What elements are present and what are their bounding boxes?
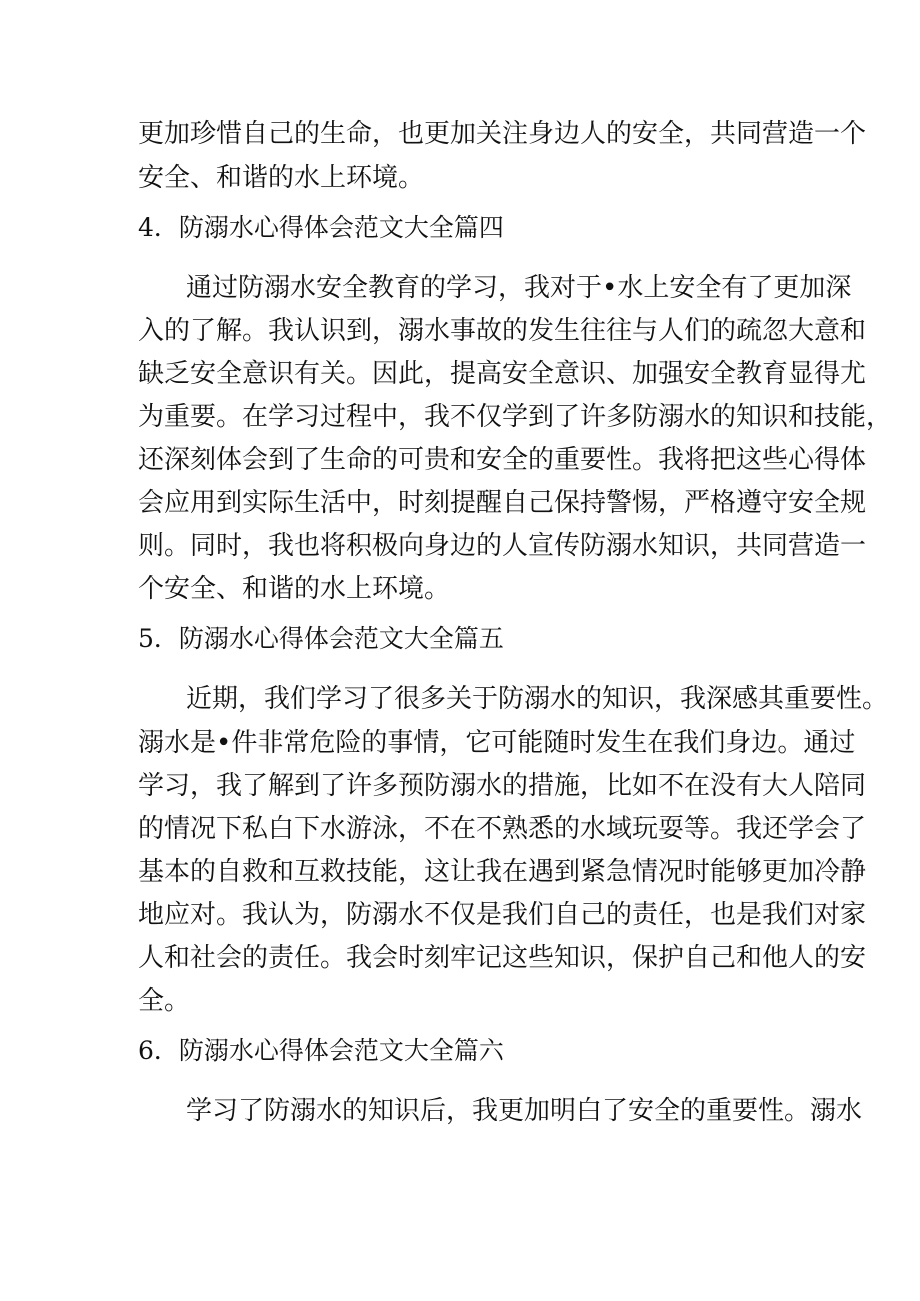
paragraph-line: 个安全、和谐的水上环境。 [138,574,451,604]
paragraph-line: 安全、和谐的水上环境。 [138,163,425,193]
paragraph-line: 通过防溺水安全教育的学习，我对于•水上安全有了更加深 [186,273,852,303]
paragraph-line: 入的了解。我认识到，溺水事故的发生往往与人们的疏忽大意和 [138,316,867,346]
paragraph-line: 会应用到实际生活中，时刻提醒自己保持警惕，严格遵守安全规 [138,488,867,518]
paragraph-line: 学习了防溺水的知识后，我更加明白了安全的重要性。溺水 [186,1096,863,1126]
paragraph-line: 全。 [138,986,191,1016]
paragraph-line: 人和社会的责任。我会时刻牢记这些知识，保护自己和他人的安 [138,943,867,973]
paragraph-line: 缺乏安全意识有关。因此，提高安全意识、加强安全教育显得尤 [138,359,867,389]
section-heading: 6．防溺水心得体会范文大全篇六 [138,1036,504,1065]
paragraph-line: 更加珍惜自己的生命，也更加关注身边人的安全，共同营造一个 [138,119,867,149]
section-heading: 4．防溺水心得体会范文大全篇四 [138,213,504,242]
paragraph-line: 的情况下私白下水游泳，不在不熟悉的水域玩耍等。我还学会了 [138,814,867,844]
paragraph-line: 为重要。在学习过程中，我不仅学到了许多防溺水的知识和技能， [138,402,893,432]
paragraph-line: 地应对。我认为，防溺水不仅是我们自己的责任，也是我们对家 [138,900,867,930]
paragraph-line: 学习，我了解到了许多预防溺水的措施，比如不在没有大人陪同 [138,771,867,801]
paragraph-line: 基本的自救和互救技能，这让我在遇到紧急情况时能够更加冷静 [138,857,867,887]
paragraph-line: 还深刻体会到了生命的可贵和安全的重要性。我将把这些心得体 [138,445,867,475]
section-heading: 5．防溺水心得体会范文大全篇五 [138,624,504,653]
paragraph-line: 近期，我们学习了很多关于防溺水的知识，我深感其重要性。 [186,684,889,714]
paragraph-line: 溺水是•件非常危险的事情，它可能随时发生在我们身边。通过 [138,728,856,758]
paragraph-line: 则。同时，我也将积极向身边的人宣传防溺水知识，共同营造一 [138,531,867,561]
